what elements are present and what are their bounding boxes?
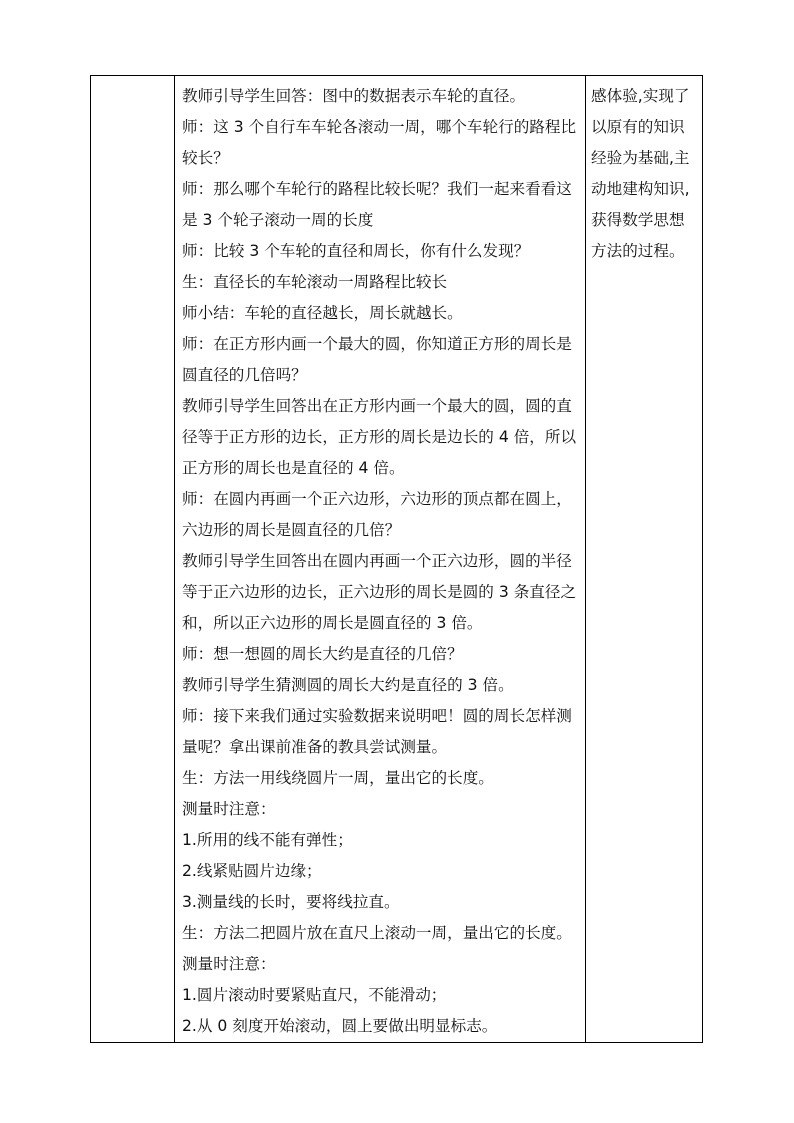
design-intent-cell	[591, 81, 703, 267]
intent-line: 方法的过程。	[591, 242, 685, 260]
content-line: 2.线紧贴圆片边缘；	[182, 862, 322, 880]
content-line: 较长？	[182, 149, 229, 167]
content-line: 师：那么哪个车轮行的路程比较长呢？我们一起来看看这	[182, 180, 572, 198]
content-line: 师：这 3 个自行车车轮各滚动一周，哪个车轮行的路程比	[182, 118, 577, 136]
content-line: 教师引导学生猜测圆的周长大约是直径的 3 倍。	[182, 676, 514, 694]
column-divider-right	[585, 76, 586, 1042]
content-line: 六边形的周长是圆直径的几倍？	[182, 521, 401, 539]
intent-line: 动地建构知识,	[591, 180, 690, 198]
teaching-process-cell	[182, 81, 582, 1042]
content-line: 师：想一想圆的周长大约是直径的几倍？	[182, 645, 463, 663]
content-line: 和，所以正六边形的周长是圆直径的 3 倍。	[182, 614, 483, 632]
intent-line: 以原有的知识	[591, 118, 685, 136]
content-line: 师：比较 3 个车轮的直径和周长，你有什么发现？	[182, 242, 530, 260]
intent-line: 经验为基础,主	[591, 149, 690, 167]
content-line: 1.圆片滚动时要紧贴直尺，不能滑动；	[182, 986, 447, 1004]
content-line: 等于正六边形的边长，正六边形的周长是圆的 3 条直径之	[182, 583, 577, 601]
content-line: 师小结：车轮的直径越长，周长就越长。	[182, 304, 463, 322]
content-line: 师：接下来我们通过实验数据来说明吧！圆的周长怎样测	[182, 707, 572, 725]
content-line: 师：在正方形内画一个最大的圆，你知道正方形的周长是	[182, 335, 572, 353]
content-line: 生：直径长的车轮滚动一周路程比较长	[182, 273, 448, 291]
content-line: 测量时注意：	[182, 955, 276, 973]
content-line: 2.从 0 刻度开始滚动，圆上要做出明显标志。	[182, 1017, 498, 1035]
intent-line: 获得数学思想	[591, 211, 685, 229]
content-line: 径等于正方形的边长，正方形的周长是边长的 4 倍，所以	[182, 428, 577, 446]
content-line: 1.所用的线不能有弹性；	[182, 831, 353, 849]
content-line: 量呢？拿出课前准备的教具尝试测量。	[182, 738, 448, 756]
content-line: 是 3 个轮子滚动一周的长度	[182, 211, 374, 229]
content-line: 教师引导学生回答：图中的数据表示车轮的直径。	[182, 87, 526, 105]
intent-line: 感体验,实现了	[591, 87, 690, 105]
content-line: 师：在圆内再画一个正六边形，六边形的顶点都在圆上，	[182, 490, 572, 508]
column-divider-left	[174, 76, 175, 1042]
content-line: 生：方法二把圆片放在直尺上滚动一周，量出它的长度。	[182, 924, 572, 942]
content-line: 3.测量线的长时，要将线拉直。	[182, 893, 400, 911]
lesson-table	[90, 75, 703, 1043]
content-line: 正方形的周长也是直径的 4 倍。	[182, 459, 405, 477]
content-line: 教师引导学生回答出在正方形内画一个最大的圆，圆的直	[182, 397, 572, 415]
content-line: 圆直径的几倍吗？	[182, 366, 307, 384]
content-line: 教师引导学生回答出在圆内再画一个正六边形，圆的半径	[182, 552, 572, 570]
content-line: 生：方法一用线绕圆片一周，量出它的长度。	[182, 769, 494, 787]
content-line: 测量时注意：	[182, 800, 276, 818]
